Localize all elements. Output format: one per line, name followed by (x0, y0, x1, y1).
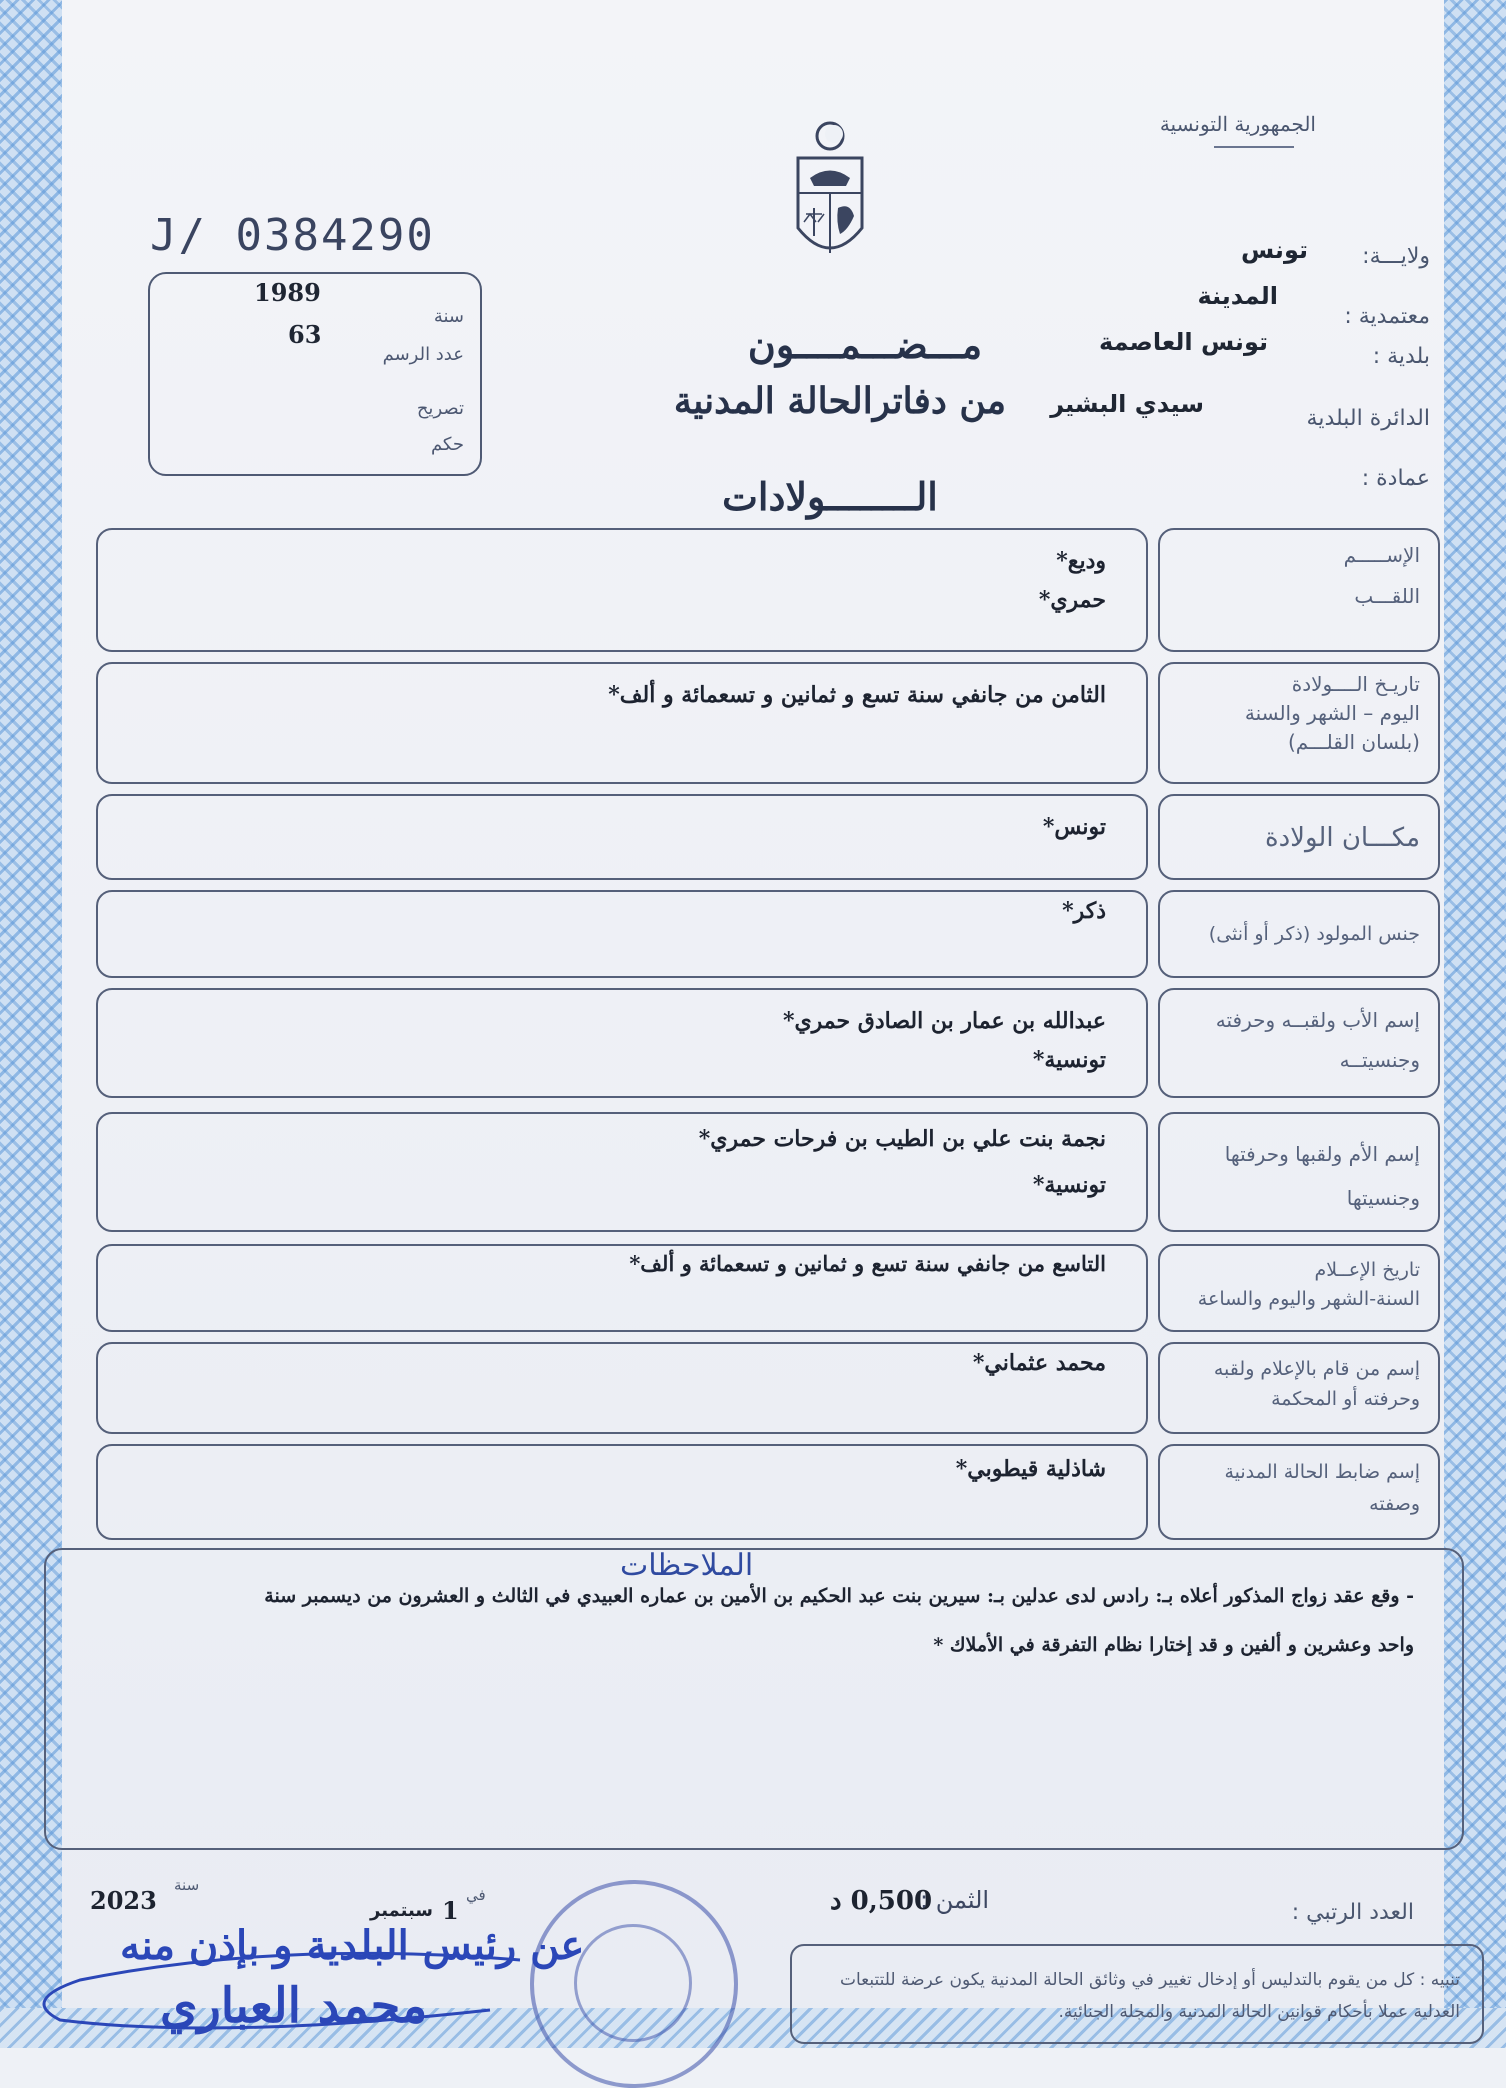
row-birth-date (96, 662, 1440, 784)
price-label: الثمن : (920, 1886, 990, 1914)
signature-name: محمد العباري (160, 1978, 428, 2034)
row-declarant (96, 1342, 1440, 1434)
municipal-stamp (530, 1880, 738, 2088)
notes-title: الملاحظات (620, 1548, 754, 1583)
row-birth-date-label-box (1158, 662, 1440, 784)
row-birth-place (96, 794, 1440, 880)
row-mother-value-box (96, 1112, 1148, 1232)
register-act-number-value: 63 (288, 320, 322, 349)
birth-place-label: مكـــان الولادة (1264, 823, 1420, 853)
row-officer-label-box (1158, 1444, 1440, 1540)
mother-nationality-value: تونسية* (1032, 1172, 1106, 1199)
mother-nationality-label: وجنسيتها (1346, 1186, 1420, 1210)
serial-number: J/ 0384290 (150, 210, 435, 261)
row-mother (96, 1112, 1440, 1232)
officer-value: شاذلية قيطوبي* (955, 1456, 1106, 1482)
omada-label: عمادة : (1361, 466, 1430, 491)
row-father-value-box (96, 988, 1148, 1098)
row-father (96, 988, 1440, 1098)
register-year-value: 1989 (254, 278, 321, 307)
row-declaration-date (96, 1244, 1440, 1332)
sex-label: جنس المولود (ذكر أو أنثى) (1208, 923, 1420, 945)
row-sex-label-box (1158, 890, 1440, 978)
side-print-mark (1478, 1660, 1500, 1860)
signature-authority-line: عن رئيس البلدية و بإذن منه (120, 1922, 585, 1969)
wilaya-label: ولايـــة: (1362, 244, 1430, 269)
declaration-date-sublabel: السنة-الشهر واليوم والساعة (1197, 1287, 1420, 1310)
row-officer-value-box (96, 1444, 1148, 1540)
register-declaration-label: تصريح (416, 398, 464, 419)
birth-place-value: تونس* (1042, 814, 1106, 840)
birth-date-value: الثامن من جانفي سنة تسع و ثمانين و تسعمائة و ألف* (608, 682, 1106, 708)
row-name (96, 528, 1440, 652)
row-declarant-value-box (96, 1342, 1148, 1434)
republic-underline (1214, 146, 1294, 148)
row-name-label-box (1158, 528, 1440, 652)
row-declaration-date-value-box (96, 1244, 1148, 1332)
father-nationality-value: تونسية* (1032, 1046, 1106, 1073)
father-label: إسم الأب ولقبــه وحرفته (1215, 1008, 1420, 1032)
order-number-label: العدد الرتبي : (1291, 1900, 1414, 1925)
signature-stroke-icon (20, 1940, 540, 2040)
mootamadiya-label: معتمدية : (1344, 304, 1430, 329)
baladiya-value: تونس العاصمة (1099, 328, 1268, 356)
name-label: الإســـــم (1343, 543, 1420, 567)
row-birth-date-value-box (96, 662, 1148, 784)
birth-date-sublabel: اليوم – الشهر والسنة (1244, 701, 1420, 725)
mootamadiya-value: المدينة (1197, 282, 1278, 310)
issue-day-value: 1 (442, 1896, 459, 1925)
name-value: وديع* (1056, 548, 1106, 574)
father-name-value: عبدالله بن عمار بن الصادق حمري* (782, 1008, 1106, 1034)
row-name-value-box (96, 528, 1148, 652)
notes-line-2: واحد وعشرين و ألفين و قد إختارا نظام التفرقة في الأملاك * (933, 1634, 1414, 1657)
sex-value: ذكر* (1062, 898, 1106, 924)
document-title-line2: من دفاترالحالة المدنية (673, 380, 1007, 422)
birth-date-label: تاريـخ الــــولادة (1291, 672, 1420, 696)
surname-label: اللقـــب (1354, 584, 1420, 608)
declaration-date-value: التاسع من جانفي سنة تسع و ثمانين و تسعمائة و ألف* (629, 1251, 1106, 1276)
row-birth-place-label-box (1158, 794, 1440, 880)
declarant-sublabel: وحرفته أو المحكمة (1271, 1388, 1420, 1411)
register-year-label: سنة (433, 306, 464, 327)
row-father-label-box (1158, 988, 1440, 1098)
row-birth-place-value-box (96, 794, 1148, 880)
row-mother-label-box (1158, 1112, 1440, 1232)
price-value: 0,500 د (830, 1886, 933, 1916)
document-title-line1: مـــضـــمــــون (747, 322, 983, 367)
daira-value: سيدي البشير (1050, 390, 1204, 418)
declarant-label: إسم من قام بالإعلام ولقبه (1213, 1358, 1420, 1380)
mother-name-value: نجمة بنت علي بن الطيب بن فرحات حمري* (698, 1126, 1106, 1152)
surname-value: حمري* (1038, 586, 1106, 613)
register-box (148, 272, 482, 476)
issue-year-value: 2023 (90, 1886, 157, 1915)
officer-label: إسم ضابط الحالة المدنية (1224, 1461, 1420, 1483)
wilaya-value: تونس (1241, 236, 1308, 264)
birth-date-words-label: (بلسان القلـــم) (1287, 730, 1420, 754)
issue-date-prefix: في (466, 1886, 486, 1904)
row-declarant-label-box (1158, 1342, 1440, 1434)
notes-text (118, 1572, 1414, 1671)
coat-of-arms-icon (780, 118, 880, 278)
register-judgment-label: حكم (430, 434, 464, 455)
declaration-date-label: تاريخ الإعــلام (1314, 1259, 1420, 1281)
declarant-value: محمد عثماني* (972, 1350, 1106, 1376)
daira-label: الدائرة البلدية (1306, 406, 1430, 431)
baladiya-label: بلدية : (1372, 344, 1430, 369)
father-nationality-label: وجنسيتــه (1339, 1048, 1420, 1072)
row-declaration-date-label-box (1158, 1244, 1440, 1332)
issue-year-label: سنة (174, 1876, 200, 1894)
register-act-number-label: عدد الرسم (382, 344, 464, 365)
mother-label: إسم الأم ولقبها وحرفتها (1224, 1142, 1420, 1166)
row-sex (96, 890, 1440, 978)
warning-text: تنبيه : كل من يقوم بالتدليس أو إدخال تغيير في وثائق الحالة المدنية يكون عرضة للتتبعات العدلية عملا بأحكام قوانين الحالة المدنية والمجلة الجنائية. (840, 1970, 1460, 2023)
section-title-births: الــــــــولادات (722, 474, 938, 519)
row-officer (96, 1444, 1440, 1540)
notes-line-1: - وقع عقد زواج المذكور أعلاه بـ: رادس لدى عدلين بـ: سيرين بنت عبد الحكيم بن الأمين بن عماره العبيدي في الثالث و العشرون من ديسمبر سنة (264, 1585, 1414, 1607)
warning-box (790, 1944, 1484, 2044)
republic-name: الجمهورية التونسية (1159, 112, 1316, 136)
issue-month-value: سبتمبر (370, 1900, 434, 1921)
row-sex-value-box (96, 890, 1148, 978)
officer-title-label: وصفته (1369, 1493, 1420, 1516)
